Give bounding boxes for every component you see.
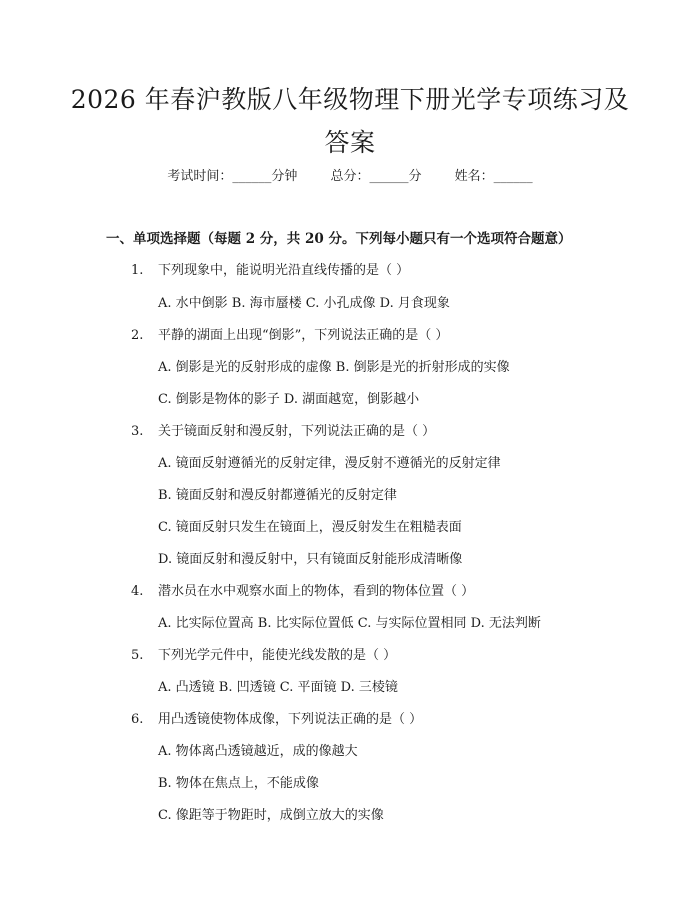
question-4-options: A. 比实际位置高 B. 比实际位置低 C. 与实际位置相同 D. 无法判断 [158, 616, 541, 631]
question-number: 6. [131, 712, 144, 727]
question-number: 3. [131, 424, 144, 439]
question-3 [131, 422, 435, 442]
question-3-option-c: C. 镜面反射只发生在镜面上，漫反射发生在粗糙表面 [158, 520, 462, 535]
question-4 [131, 582, 474, 602]
question-6-option-c: C. 像距等于物距时，成倒立放大的实像 [158, 808, 384, 823]
question-stem: 潜水员在水中观察水面上的物体，看到的物体位置（ ） [158, 584, 475, 599]
question-6-option-a: A. 物体离凸透镜越近，成的像越大 [158, 744, 358, 759]
student-name: 姓名：______ [454, 169, 533, 184]
question-stem: 用凸透镜使物体成像，下列说法正确的是（ ） [158, 712, 423, 727]
question-3-option-d: D. 镜面反射和漫反射中，只有镜面反射能形成清晰像 [158, 552, 463, 567]
question-stem: 下列现象中，能说明光沿直线传播的是（ ） [158, 263, 410, 278]
question-6 [131, 710, 422, 730]
question-number: 1. [131, 263, 144, 278]
exam-info [0, 167, 700, 187]
question-stem: 平静的湖面上出现“倒影”，下列说法正确的是（ ） [158, 328, 449, 343]
question-5 [131, 646, 396, 666]
question-2 [131, 326, 448, 346]
question-number: 5. [131, 648, 144, 663]
section-heading: 一、单项选择题（每题 2 分，共 20 分。下列每小题只有一个选项符合题意） [106, 231, 572, 247]
question-number: 4. [131, 584, 144, 599]
question-2-options-ab: A. 倒影是光的反射形成的虚像 B. 倒影是光的折射形成的实像 [158, 360, 510, 375]
question-1-options: A. 水中倒影 B. 海市蜃楼 C. 小孔成像 D. 月食现象 [158, 296, 450, 311]
total-score: 总分：______分 [330, 169, 422, 184]
question-6-option-b: B. 物体在焦点上，不能成像 [158, 776, 319, 791]
question-3-option-a: A. 镜面反射遵循光的反射定律，漫反射不遵循光的反射定律 [158, 456, 501, 471]
question-number: 2. [131, 328, 144, 343]
question-5-options: A. 凸透镜 B. 凹透镜 C. 平面镜 D. 三棱镜 [158, 680, 398, 695]
exam-time: 考试时间：______分钟 [167, 169, 298, 184]
question-stem: 下列光学元件中，能使光线发散的是（ ） [158, 648, 397, 663]
question-1 [131, 261, 409, 281]
question-2-options-cd: C. 倒影是物体的影子 D. 湖面越宽，倒影越小 [158, 392, 420, 407]
question-stem: 关于镜面反射和漫反射，下列说法正确的是（ ） [158, 424, 436, 439]
question-3-option-b: B. 镜面反射和漫反射都遵循光的反射定律 [158, 488, 397, 503]
page-title: 2026 年春沪教版八年级物理下册光学专项练习及答案 [70, 85, 630, 157]
